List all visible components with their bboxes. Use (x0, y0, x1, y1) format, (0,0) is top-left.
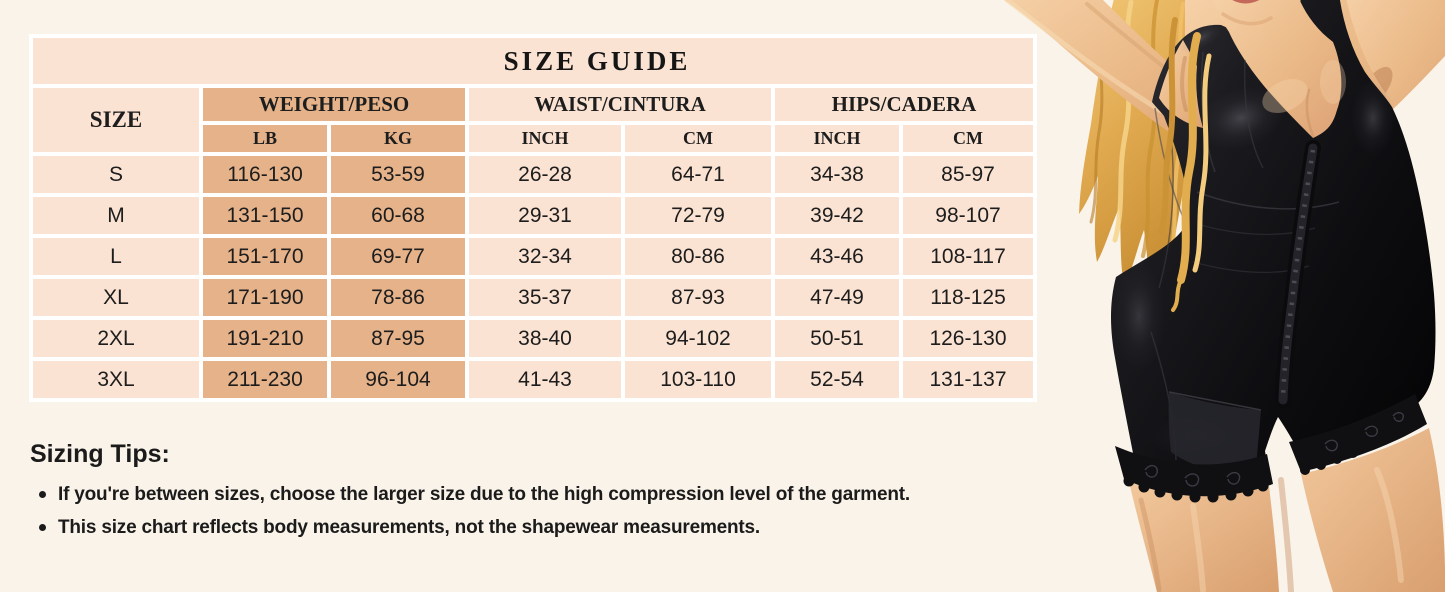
hips-inch-value: 43-46 (775, 238, 899, 275)
column-header-waist: WAIST/CINTURA (469, 88, 771, 121)
waist-cm-value: 80-86 (625, 238, 771, 275)
hips-cm-value: 98-107 (903, 197, 1033, 234)
hips-inch-value: 52-54 (775, 361, 899, 398)
waist-inch-value: 35-37 (469, 279, 621, 316)
sizing-tips-heading: Sizing Tips: (30, 440, 170, 468)
size-row-xl (33, 279, 1033, 316)
sizing-tip-item (30, 478, 990, 511)
weight-kg-value: 96-104 (331, 361, 465, 398)
bullet-icon (39, 491, 46, 498)
weight-kg-value: 69-77 (331, 238, 465, 275)
size-label: 2XL (33, 320, 199, 357)
size-label: 3XL (33, 361, 199, 398)
waist-inch-value: 29-31 (469, 197, 621, 234)
column-header-size: SIZE (33, 88, 199, 152)
weight-lb-value: 171-190 (203, 279, 327, 316)
hips-cm-value: 85-97 (903, 156, 1033, 193)
size-row-2xl (33, 320, 1033, 357)
hips-inch-value: 39-42 (775, 197, 899, 234)
column-header-weight: WEIGHT/PESO (203, 88, 465, 121)
waist-cm-value: 87-93 (625, 279, 771, 316)
hips-inch-value: 50-51 (775, 320, 899, 357)
weight-lb-value: 191-210 (203, 320, 327, 357)
waist-cm-value: 64-71 (625, 156, 771, 193)
hips-cm-value: 118-125 (903, 279, 1033, 316)
weight-lb-value: 131-150 (203, 197, 327, 234)
waist-inch-value: 38-40 (469, 320, 621, 357)
weight-kg-value: 87-95 (331, 320, 465, 357)
weight-kg-value: 53-59 (331, 156, 465, 193)
size-row-s (33, 156, 1033, 193)
waist-inch-value: 41-43 (469, 361, 621, 398)
sizing-tip-item (30, 511, 990, 544)
subheader-hips-cm: CM (903, 125, 1033, 152)
hips-inch-value: 47-49 (775, 279, 899, 316)
sizing-tip-text: This size chart reflects body measurements, not the shapewear measurements. (58, 517, 760, 538)
size-guide-title: SIZE GUIDE (503, 45, 691, 76)
hips-cm-value: 131-137 (903, 361, 1033, 398)
size-label: S (33, 156, 199, 193)
weight-kg-value: 60-68 (331, 197, 465, 234)
sizing-tip-text: If you're between sizes, choose the larger size due to the high compression level of the garment. (58, 484, 910, 505)
weight-lb-value: 151-170 (203, 238, 327, 275)
weight-kg-value: 78-86 (331, 279, 465, 316)
subheader-hips-inch: INCH (775, 125, 899, 152)
hips-inch-value: 34-38 (775, 156, 899, 193)
size-row-m (33, 197, 1033, 234)
subheader-waist-inch: INCH (469, 125, 621, 152)
hips-cm-value: 108-117 (903, 238, 1033, 275)
waist-inch-value: 26-28 (469, 156, 621, 193)
size-label: L (33, 238, 199, 275)
column-header-hips: HIPS/CADERA (775, 88, 1033, 121)
subheader-waist-cm: CM (625, 125, 771, 152)
size-label: M (33, 197, 199, 234)
waist-inch-value: 32-34 (469, 238, 621, 275)
weight-lb-value: 116-130 (203, 156, 327, 193)
group-header-row (33, 88, 1033, 121)
title-row (33, 38, 1033, 84)
waist-cm-value: 103-110 (625, 361, 771, 398)
hips-cm-value: 126-130 (903, 320, 1033, 357)
size-row-3xl (33, 361, 1033, 398)
waist-cm-value: 72-79 (625, 197, 771, 234)
size-label: XL (33, 279, 199, 316)
size-guide-table (29, 34, 1037, 402)
subheader-weight-lb: LB (203, 125, 327, 152)
weight-lb-value: 211-230 (203, 361, 327, 398)
bullet-icon (39, 524, 46, 531)
waist-cm-value: 94-102 (625, 320, 771, 357)
sizing-tips-section (30, 440, 990, 544)
size-row-l (33, 238, 1033, 275)
subheader-weight-kg: KG (331, 125, 465, 152)
